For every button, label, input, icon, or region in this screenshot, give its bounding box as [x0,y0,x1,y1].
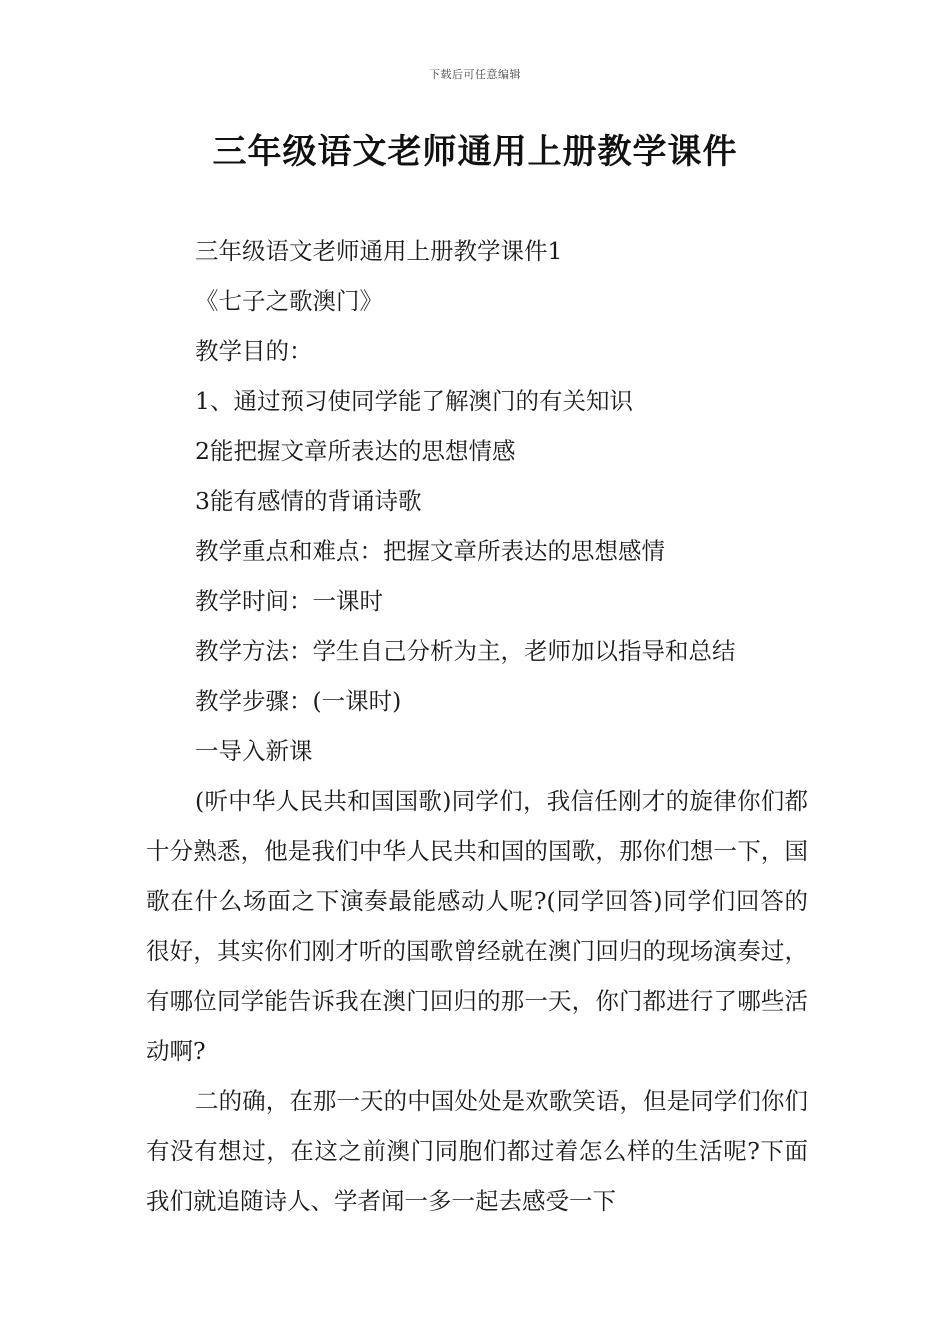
body-paragraph-1: (听中华人民共和国国歌)同学们，我信任刚才的旋律你们都十分熟悉，他是我们中华人民共和国的国歌，那你们想一下，国歌在什么场面之下演奏最能感动人呢?(同学回答)同学们回答的很好，其实你们刚才听的国歌曾经就在澳门回归的现场演奏过，有哪位同学能告诉我在澳门回归的那一天，你门都进行了哪些活动啊? [146,787,808,1065]
section-heading: 三年级语文老师通用上册教学课件1 [195,237,563,265]
goals-label: 教学目的： [195,337,313,365]
teaching-steps: 教学步骤：(一课时) [195,687,402,715]
teaching-method: 教学方法：学生自己分析为主，老师加以指导和总结 [195,637,736,665]
document-title: 三年级语文老师通用上册教学课件 [212,132,738,172]
step-heading-1: 一导入新课 [195,737,313,765]
key-points: 教学重点和难点：把握文章所表达的思想感情 [195,537,665,565]
goal-item-2: 2能把握文章所表达的思想情感 [195,437,516,465]
goal-item-3: 3能有感情的背诵诗歌 [195,487,422,515]
header-note: 下载后可任意编辑 [429,68,521,81]
goal-item-1: 1、通过预习使同学能了解澳门的有关知识 [195,387,633,415]
document-body [146,226,808,1226]
body-paragraph-2: 二的确，在那一天的中国处处是欢歌笑语，但是同学们你们有没有想过，在这之前澳门同胞们都过着怎么样的生活呢?下面我们就追随诗人、学者闻一多一起去感受一下 [146,1087,808,1215]
poem-title: 《七子之歌澳门》 [195,287,383,315]
teaching-time: 教学时间：一课时 [195,587,383,615]
